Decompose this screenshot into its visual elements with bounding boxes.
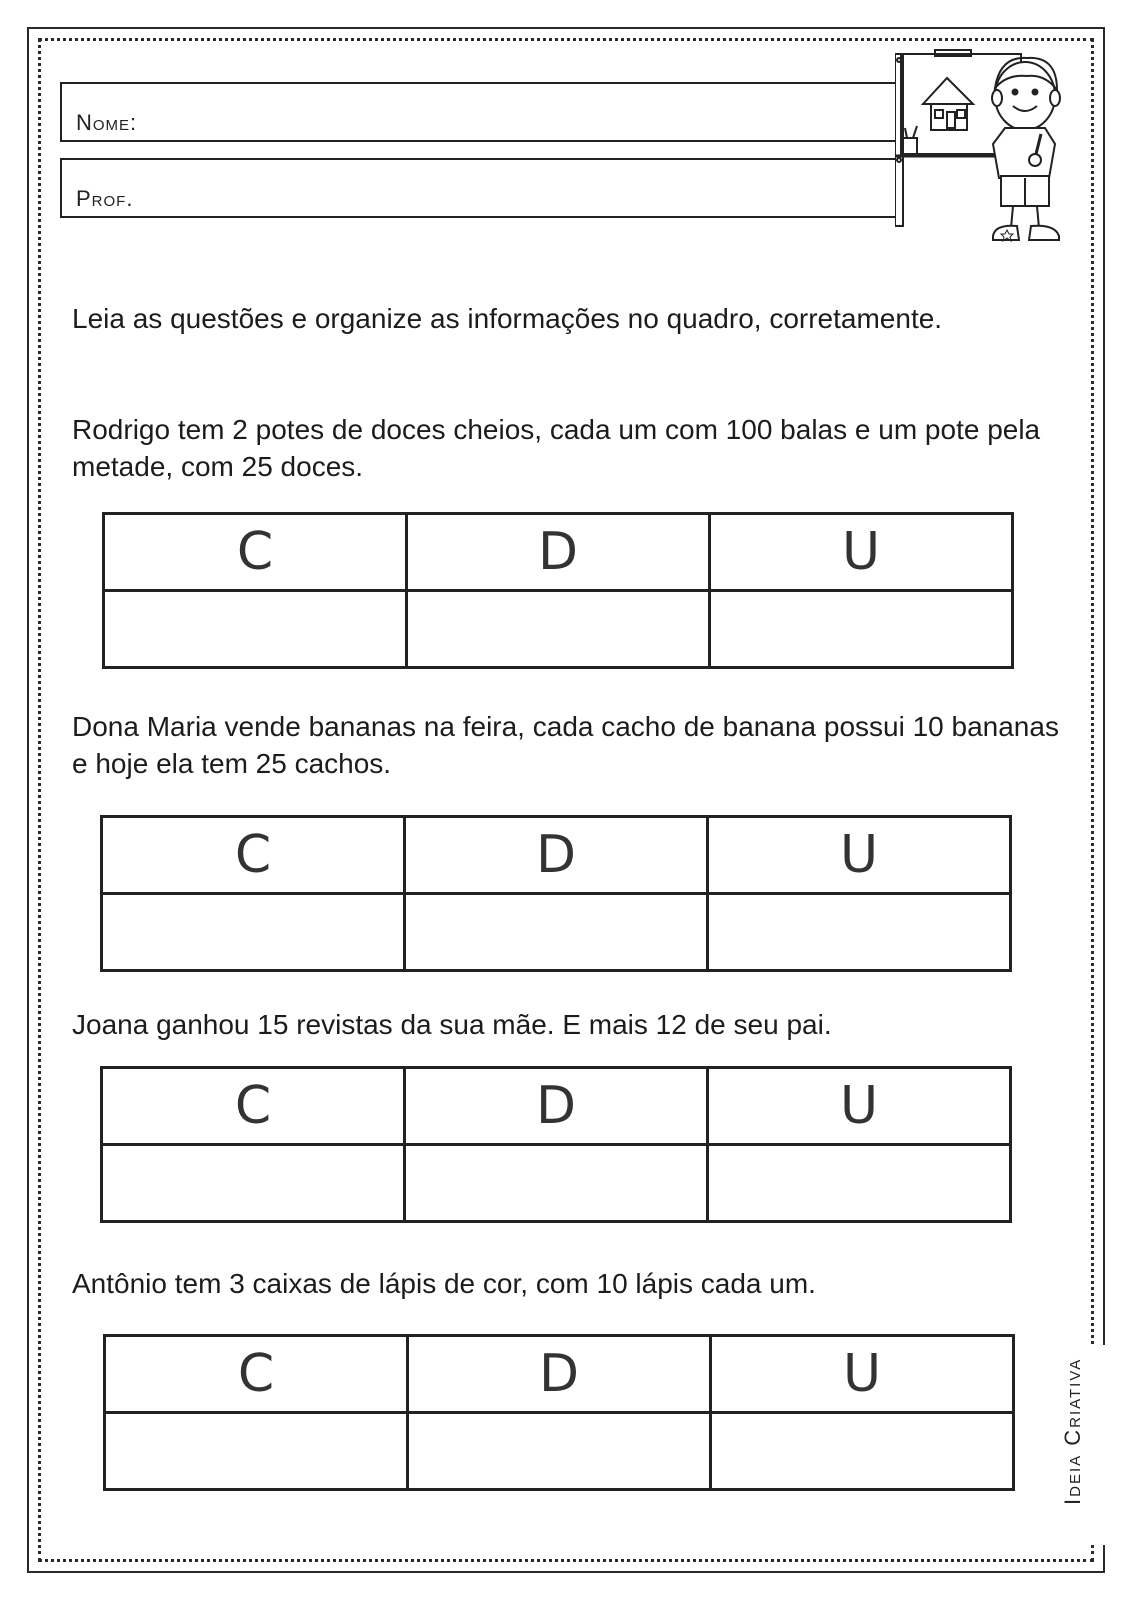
- header-c: C: [102, 817, 405, 894]
- answer-cell-c[interactable]: [104, 591, 407, 668]
- question-2-text: Dona Maria vende bananas na feira, cada cacho de banana possui 10 bananas e hoje ela tem 25 cachos.: [72, 711, 1059, 779]
- header-d: D: [405, 1068, 708, 1145]
- boy-at-easel-icon: [895, 48, 1080, 253]
- question-1-text: Rodrigo tem 2 potes de doces cheios, cada um com 100 balas e um pote pela metade, com 25 doces.: [72, 414, 1041, 482]
- cdu-table-4: [103, 1334, 1015, 1491]
- header-c: C: [105, 1336, 408, 1413]
- header-c: C: [104, 514, 407, 591]
- instructions-text: Leia as questões e organize as informações no quadro, corretamente.: [72, 303, 943, 334]
- answer-cell-u[interactable]: [711, 1413, 1014, 1490]
- answer-cell-u[interactable]: [710, 591, 1013, 668]
- cdu-table-1: [102, 512, 1014, 669]
- teacher-label: Prof.: [76, 186, 134, 211]
- header-u: U: [708, 1068, 1011, 1145]
- answer-cell-c[interactable]: [102, 1145, 405, 1222]
- answer-cell-c[interactable]: [102, 894, 405, 971]
- header-u: U: [711, 1336, 1014, 1413]
- answer-cell-d[interactable]: [408, 1413, 711, 1490]
- brand-label: Ideia Criativa: [1060, 1357, 1085, 1505]
- header-d: D: [408, 1336, 711, 1413]
- cdu-table-2: [100, 815, 1012, 972]
- question-4-text: Antônio tem 3 caixas de lápis de cor, com 10 lápis cada um.: [72, 1268, 816, 1299]
- header-c: C: [102, 1068, 405, 1145]
- question-3-text: Joana ganhou 15 revistas da sua mãe. E mais 12 de seu pai.: [72, 1009, 832, 1040]
- header-u: U: [708, 817, 1011, 894]
- answer-cell-d[interactable]: [405, 1145, 708, 1222]
- name-label: Nome:: [76, 110, 138, 135]
- answer-cell-c[interactable]: [105, 1413, 408, 1490]
- teacher-field[interactable]: [60, 158, 900, 218]
- header-d: D: [405, 817, 708, 894]
- header-u: U: [710, 514, 1013, 591]
- border-gap: [1086, 1345, 1106, 1545]
- answer-cell-d[interactable]: [407, 591, 710, 668]
- answer-cell-u[interactable]: [708, 1145, 1011, 1222]
- name-field[interactable]: [60, 82, 900, 142]
- answer-cell-d[interactable]: [405, 894, 708, 971]
- answer-cell-u[interactable]: [708, 894, 1011, 971]
- header-d: D: [407, 514, 710, 591]
- cdu-table-3: [100, 1066, 1012, 1223]
